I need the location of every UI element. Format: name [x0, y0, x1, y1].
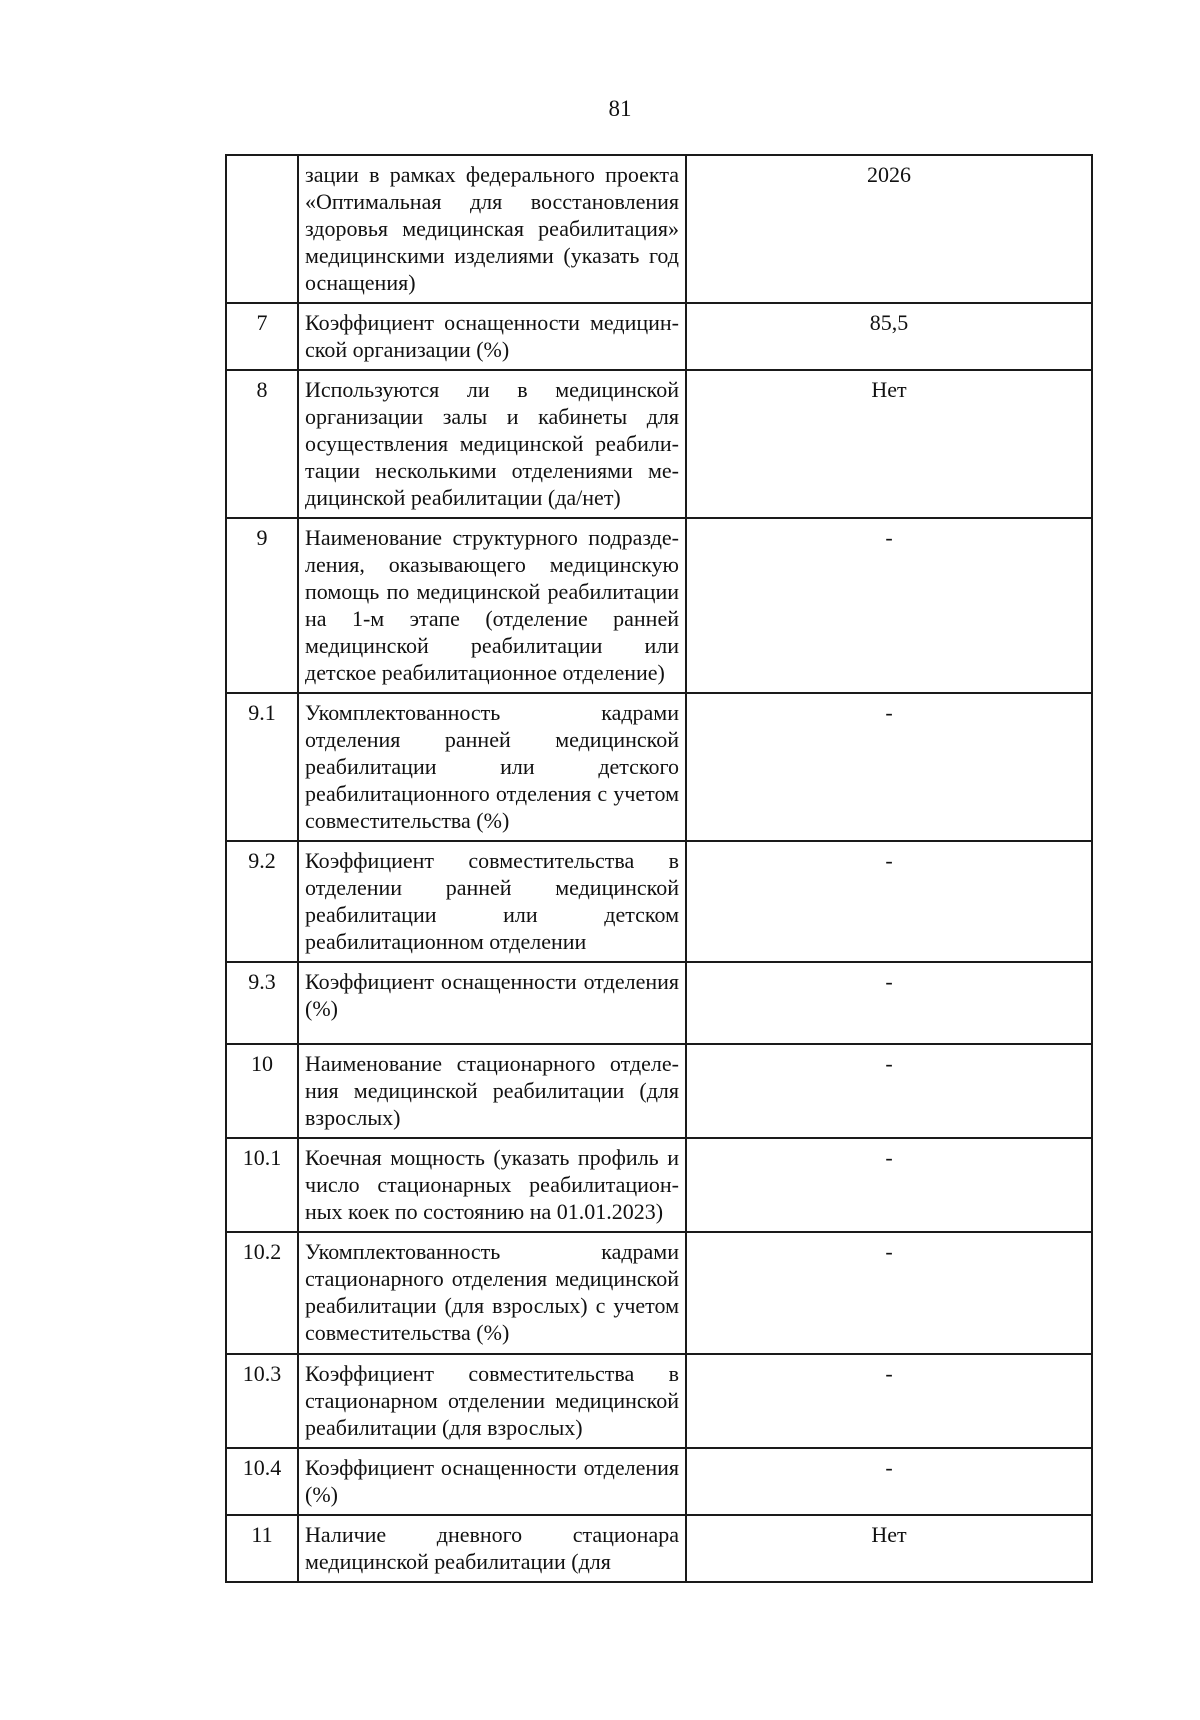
- row-description: Используются ли в медицинской организации залы и кабинеты для осуществления медицинской реабилитации несколькими отделениями медицинской реабилитации (да/нет): [298, 370, 686, 518]
- row-number: 10.2: [226, 1232, 298, 1354]
- table-row: [226, 693, 1092, 841]
- row-number: 9.1: [226, 693, 298, 841]
- row-value: Нет: [686, 370, 1092, 518]
- row-value: -: [686, 518, 1092, 693]
- row-number: 10.1: [226, 1138, 298, 1232]
- row-description: Наименование структурного подразделения, оказывающего медицинскую помощь по медицинской реабилитации на 1-м этапе (отделение ранней медицинской реабилитации или детское реабилитационное отделение): [298, 518, 686, 693]
- row-number: 9: [226, 518, 298, 693]
- row-number: 8: [226, 370, 298, 518]
- table-row: [226, 1354, 1092, 1448]
- row-number: 10: [226, 1044, 298, 1138]
- row-value: Нет: [686, 1515, 1092, 1582]
- row-number: [226, 155, 298, 303]
- row-description: Укомплектованность кадрами стационарного отделения медицинской реабилитации (для взрослых) с учетом совместительства (%): [298, 1232, 686, 1354]
- row-description: зации в рамках федерального проекта «Оптимальная для восстановления здоровья медицинская реабилитация» медицинскими изделиями (указать год оснащения): [298, 155, 686, 303]
- row-number: 11: [226, 1515, 298, 1582]
- table-row: [226, 370, 1092, 518]
- row-number: 9.3: [226, 962, 298, 1044]
- row-value: -: [686, 693, 1092, 841]
- row-number: 7: [226, 303, 298, 370]
- page-number: 81: [608, 96, 632, 121]
- row-value: 2026: [686, 155, 1092, 303]
- row-value: -: [686, 962, 1092, 1044]
- table-row: [226, 1138, 1092, 1232]
- table-row: [226, 1515, 1092, 1582]
- row-description: Укомплектованность кадрами отделения ранней медицинской реабилитации или детского реабилитационного отделения с учетом совместительства (%): [298, 693, 686, 841]
- indicators-table: [225, 154, 1093, 1583]
- row-value: -: [686, 1138, 1092, 1232]
- row-value: -: [686, 1044, 1092, 1138]
- row-value: 85,5: [686, 303, 1092, 370]
- table-row: [226, 962, 1092, 1044]
- row-description: Наименование стационарного отделения медицинской реабилитации (для взрослых): [298, 1044, 686, 1138]
- row-value: -: [686, 1232, 1092, 1354]
- table-row: [226, 518, 1092, 693]
- row-number: 10.4: [226, 1448, 298, 1515]
- row-description: Коэффициент оснащенности отделения (%): [298, 1448, 686, 1515]
- row-value: -: [686, 1448, 1092, 1515]
- table-row: [226, 1448, 1092, 1515]
- row-description: Коэффициент совместительства в отделении ранней медицинской реабилитации или детском реабилитационном отделении: [298, 841, 686, 962]
- table-row: [226, 155, 1092, 303]
- row-value: -: [686, 1354, 1092, 1448]
- table-row: [226, 303, 1092, 370]
- row-value: -: [686, 841, 1092, 962]
- row-description: Коечная мощность (указать профиль и число стационарных реабилитационных коек по состоянию на 01.01.2023): [298, 1138, 686, 1232]
- row-description: Коэффициент оснащенности отделения (%): [298, 962, 686, 1044]
- row-number: 10.3: [226, 1354, 298, 1448]
- table-row: [226, 841, 1092, 962]
- row-number: 9.2: [226, 841, 298, 962]
- row-description: Коэффициент оснащенности медицинской организации (%): [298, 303, 686, 370]
- row-description: Наличие дневного стационара медицинской реабилитации (для: [298, 1515, 686, 1582]
- table-row: [226, 1044, 1092, 1138]
- row-description: Коэффициент совместительства в стационарном отделении медицинской реабилитации (для взрослых): [298, 1354, 686, 1448]
- table-row: [226, 1232, 1092, 1354]
